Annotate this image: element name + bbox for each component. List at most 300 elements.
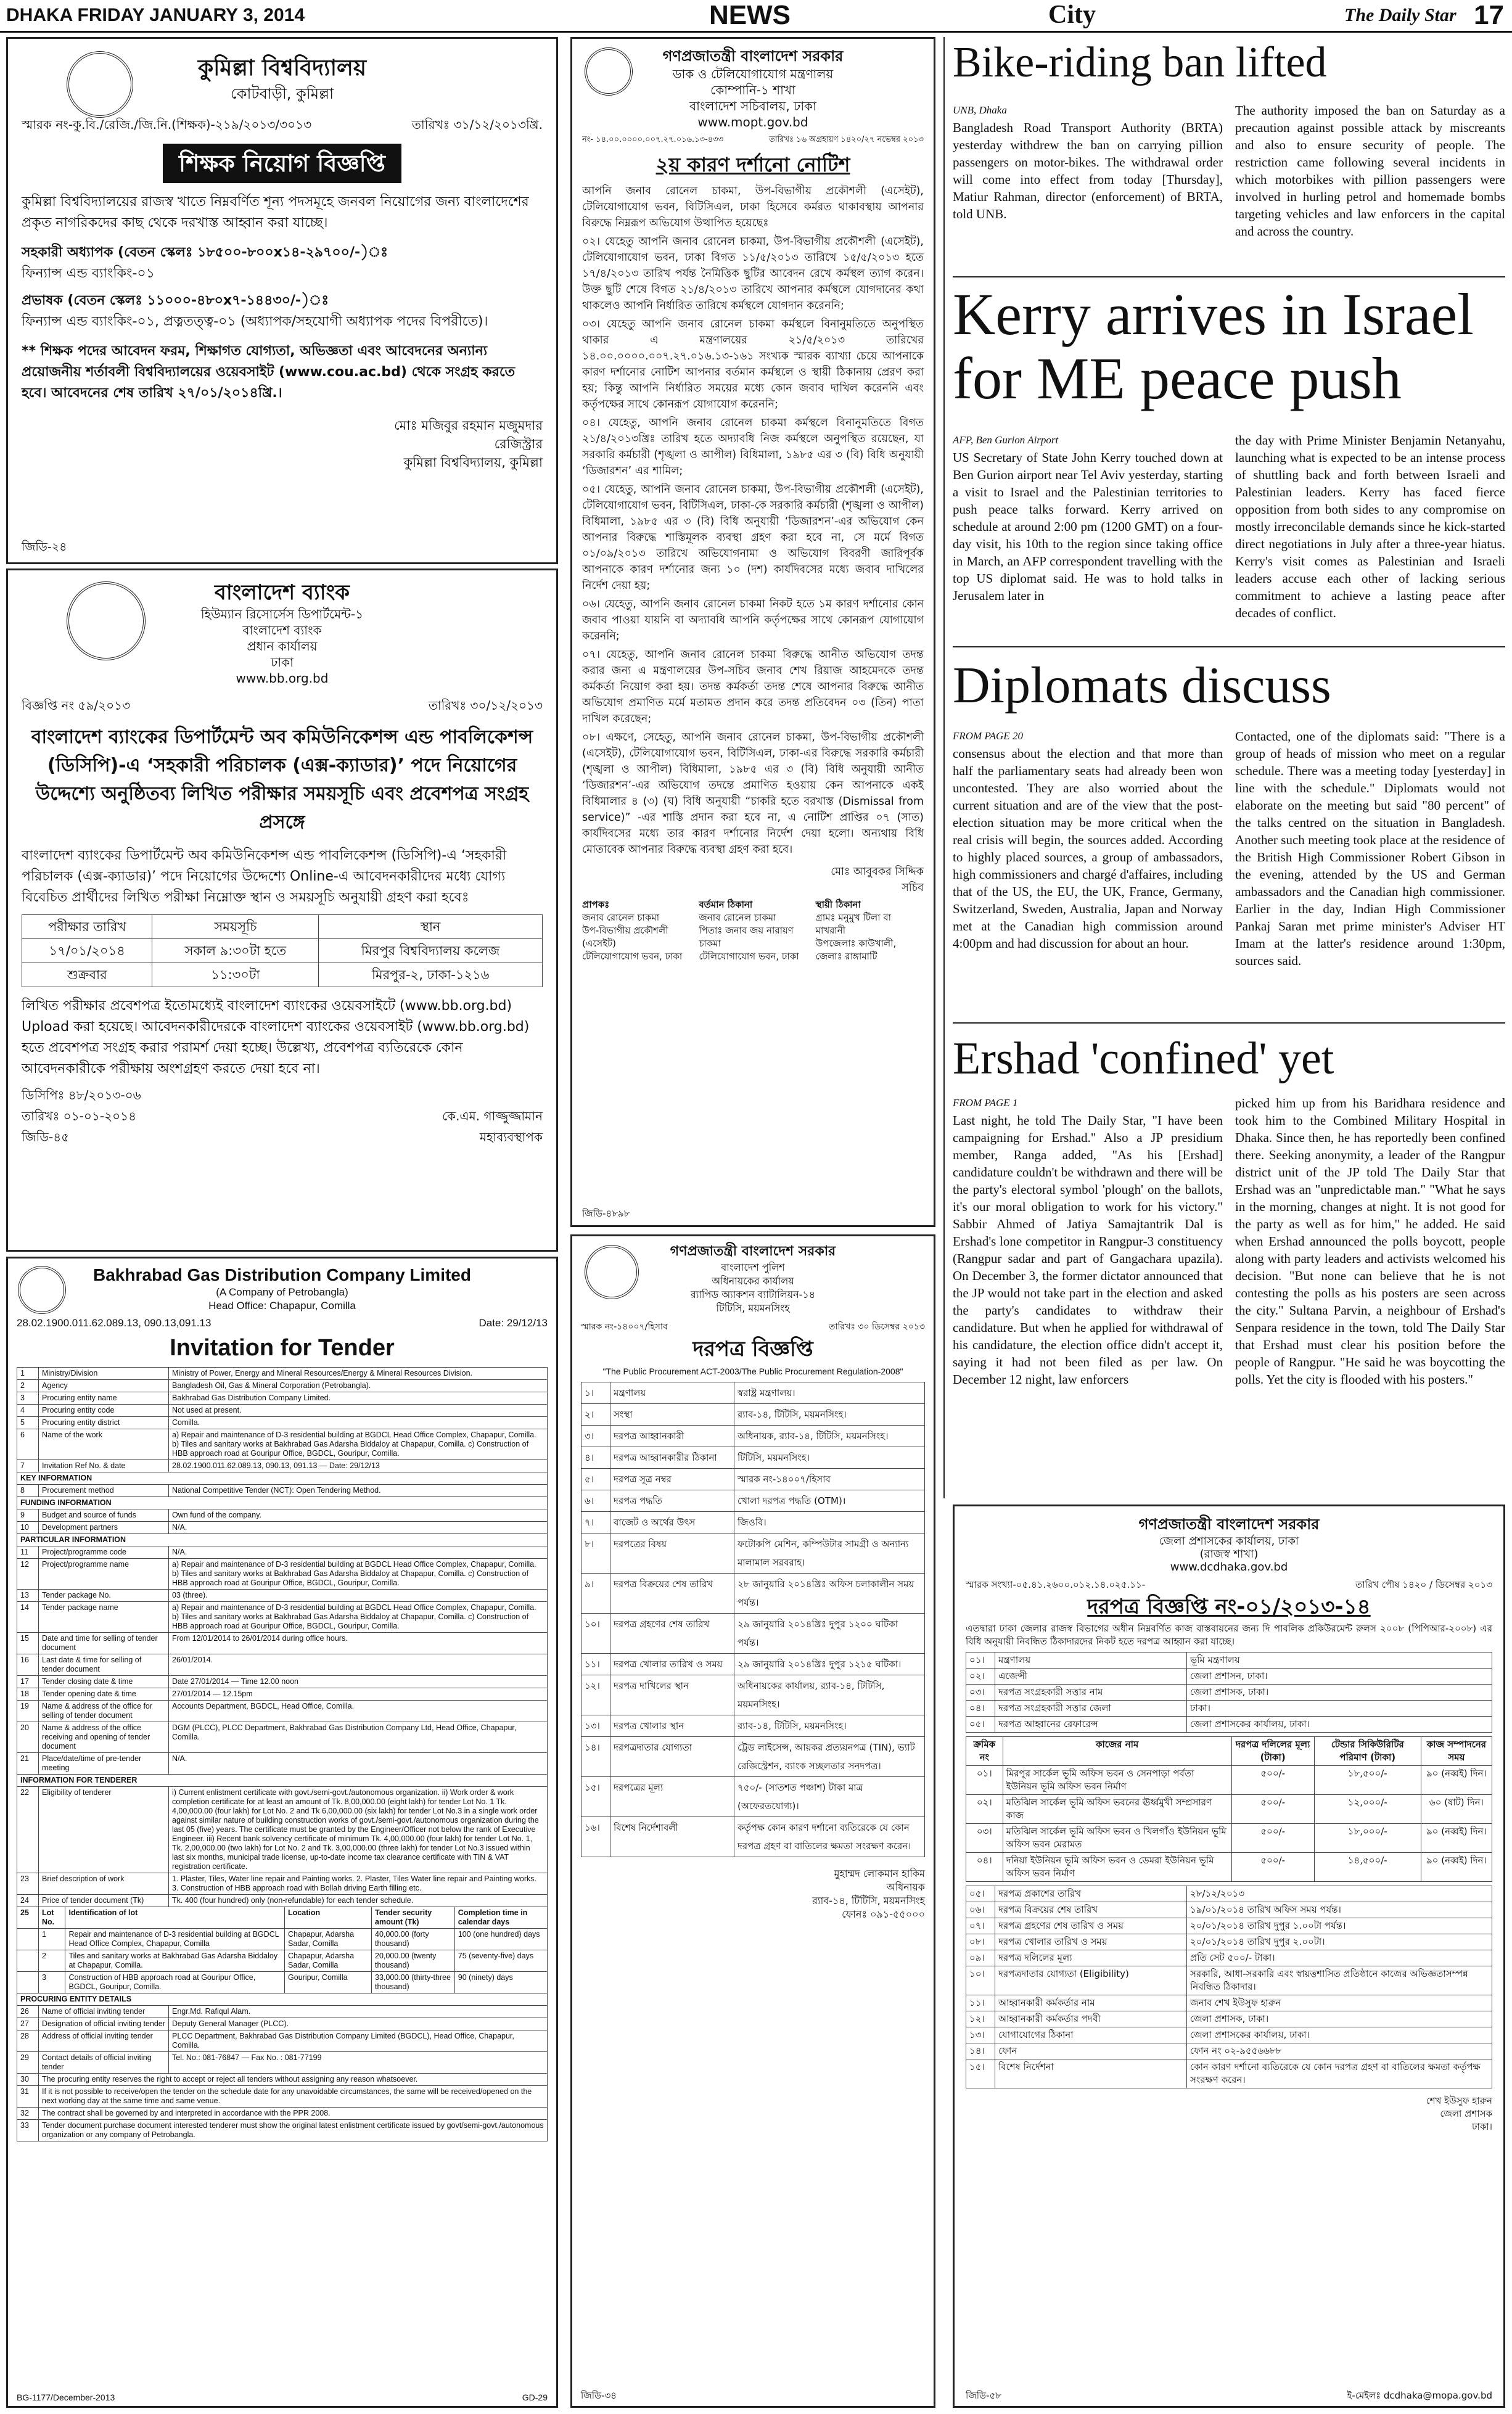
table-header: পরীক্ষার তারিখ [22,915,152,939]
table-header: টেন্ডার সিকিউরিটির পরিমাণ (টাকা) [1314,1737,1421,1766]
table-header: Lot No. [39,1907,65,1929]
table-cell: ১৮,০০০/- [1314,1824,1421,1853]
table-cell: ৬০ (ষাট) দিন। [1421,1795,1492,1824]
table-cell: Agency [39,1380,169,1392]
table-cell: 26 [17,2006,39,2018]
police-unit: র‍্যাপিড অ্যাকশন ব্যাটালিয়ন-১৪ [690,1289,816,1300]
table-row [17,1485,548,1497]
tender-ref: 28.02.1900.011.62.089.13, 090.13,091.13 [17,1317,212,1329]
table-cell: মন্ত্রণালয় [995,1652,1187,1669]
table-cell: Tender opening date & time [39,1688,169,1701]
table-cell: ০৫। [966,1717,995,1733]
table-row [17,1546,548,1559]
table-cell: ১৩। [581,1715,610,1737]
table-row [966,2011,1492,2027]
table-cell: 19 [17,1701,39,1722]
works-table [966,1736,1492,1882]
table-cell [17,1972,39,1993]
table-cell: ঢাকা। [1187,1701,1492,1717]
table-row [966,1652,1492,1669]
table-row [17,1701,548,1722]
notice-paragraph: ০৫। যেহেতু, আপনি জনাব রোনেল চাকমা, উপ-বিভাগীয় প্রকৌশলী (এসেইট), টেলিযোগাযোগ ভবন, বিটিসিএল, ঢাকা-কে সরকারি কর্মচারী (শৃঙ্খলা ও আপীল) বিধিমালা, ১৯৮৫ এর ৩ (বি) বিধি অনুযায়ী ‘ডিজারশন’-এর অভিযোগ কেন আপনার বিরুদ্ধে শাস্তিমূলক ব্যবস্থা গ্রহণ করা হবে না, সে মর্মে বিগত ০১/০৯/২০১৩ তারিখে অভিযোগনামা ও অভিযোগ বিবরণী জারিপূর্বক আপনাকে কারণ দর্শানোর জন্য ১০ (দশ) কার্যদিবসের মধ্যে জবাব দাখিলের নির্দেশ দেয়া হয়; [582,483,924,592]
section-label: NEWS [709,0,791,30]
story-ershad-col2: picked him up from his Baridhara residence and took him to the Combined Military Hospital in Dhaka. Since then, he has reportedly been confined there. Seeking anonymity, a leader of the Rangpur district unit of the JP told The Daily Star that Ershad was an "unpredictable man." "What he says in the morning, changes at night. It is not good for the party as well as for him," he added. He said when Ershad announced the polls boycott, people along with party leaders and activists welcomed his decision. "But none can believe that he is not contesting the polls as his posters are seen across the city." Sultana Parvin, a neighbour of Ershad's Senpara residence in the town, told The Daily Star that Ershad must clear his position before the people of Rangpur. "He said he was boycotting the polls. Yet the city is flooded with his posters." [1235,1096,1505,1387]
table-cell: ৯০ (নব্বই) দিন। [1421,1824,1492,1853]
table-cell: 20 [17,1722,39,1753]
table-cell: ১৮,৫০০/- [1314,1766,1421,1795]
table-row [966,1766,1492,1795]
gov-title: গণপ্রজাতন্ত্রী বাংলাদেশ সরকার [662,47,844,65]
table-cell: Date and time for selling of tender document [39,1633,169,1654]
post-line-3: প্রভাষক (বেতন স্কেলঃ ১১০০০-৪৮০x৭-১৪৪৩০/-)ঃ [22,293,329,308]
table-row [17,1429,548,1460]
table-cell: 24 [17,1895,39,1907]
table-row [17,1633,548,1654]
table-cell: ১২। [581,1675,610,1715]
police-org: বাংলাদেশ পুলিশ [721,1262,785,1273]
company-office: Head Office: Chapapur, Comilla [208,1300,356,1312]
table-cell: দরপত্র খোলার স্থান [610,1715,734,1737]
table-cell: 2 [39,1950,65,1972]
notice-paragraph: ০৩। যেহেতু আপনি জনাব রোনেল চাকমা কর্মস্থলে বিনানুমতিতে অনুপস্থিত থাকার এ মন্ত্রণালয়ের ২১/৫/২০১৩ তারিখের ১৪.০০.০০০০.০০৭.২৭.০১৬.১৩-১৬১ সংখ্যক স্মারক ব্যাখ্যা চেয়ে আপনাকে কারণ দর্শানোর নোটিশ আপনার বর্তমান কর্মস্থলে ও স্থায়ী ঠিকানায় প্রেরণ করা হয়; কিন্তু আপনি নির্ধারিত সময়ের মধ্যে কোন জবাব দাখিল করেননি এবং কর্তৃপক্ষের সাথে কোনরূপ যোগাযোগ করেননি; [582,318,924,411]
table-cell: Name of official inviting tender [39,2006,169,2018]
table-cell: Gouripur, Comilla [285,1972,372,1993]
table-cell: DGM (PLCC), PLCC Department, Bakhrabad Gas Distribution Company Ltd, Head Office, Chapapur, Comilla. [169,1722,548,1753]
bank-city: ঢাকা [271,655,294,670]
table-header-row [966,1737,1492,1766]
table-cell [17,1950,39,1972]
table-cell: ৮। [581,1533,610,1574]
table-cell: র‍্যাব-১৪, টিটিসি, ময়মনসিংহ। [734,1404,925,1426]
table-cell: From 12/01/2014 to 26/01/2014 during office hours. [169,1633,548,1654]
story-diplomats-byline: FROM PAGE 20 [953,730,1023,742]
table-cell: ২। [581,1404,610,1426]
company-name: Bakhrabad Gas Distribution Company Limited [93,1265,471,1284]
table-cell: 13 [17,1590,39,1602]
tender-date: Date: 29/12/13 [479,1317,548,1329]
table-cell: ১৪। [966,2043,995,2059]
table-cell: ০৭। [966,1918,995,1934]
table-cell: Brief description of work [39,1873,169,1895]
table-row [966,1717,1492,1733]
permanent-address-label: স্থায়ী ঠিকানা [815,899,861,910]
table-cell: দরপত্র সূত্র নম্বর [610,1469,734,1490]
table-cell: 27/01/2014 — 12.15pm [169,1688,548,1701]
table-header: Tender security amount (Tk) [372,1907,455,1929]
bank-office: প্রধান কার্যালয় [247,639,318,654]
table-row [17,1873,548,1895]
table-cell: a) Repair and maintenance of D-3 residential building at BGDCL Head Office Complex, Chapapur, Comilla. b) Tiles and sanitary works at Bakhrabad Gas Adarsha Biddaloy at Chapapur, Comilla. c) Construction of HBB approach road at Gouripur Office, BGDCL, Gouripur, Comilla. [169,1602,548,1633]
story-kerry-col2: the day with Prime Minister Benjamin Netanyahu, launching what is expected to be an intense process of shuttling back and forth between Israeli and Palestinian leaders. Kerry has faced fierce opposition from both sides to any compromise on mostly irreconcilable demands since he kick-started direct negotiations in July after a three-year hiatus. Kerry's visit comes as Palestinian and Israeli leaders accuse each other of lacking serious commitment to achieve a lasting peace after decades of conflict. [1235,433,1505,620]
table-cell: Place/date/time of pre-tender meeting [39,1753,169,1775]
table-cell: 11 [17,1546,39,1559]
table-cell: 3 [39,1972,65,1993]
ad-code: জিডি-৫৮ [966,2390,1001,2401]
table-row [966,1966,1492,1995]
university-seal-icon [67,51,133,118]
table-cell: প্রতি সেট ৫০০/- টাকা। [1187,1950,1492,1966]
table-cell: 28.02.1900.011.62.089.13, 090.13, 091.13 — Date: 29/12/13 [169,1460,548,1472]
table-row [17,1460,548,1472]
table-row [17,1950,548,1972]
table-row [581,1426,925,1447]
table-header: Location [285,1907,372,1929]
column-divider [943,37,945,1498]
table-cell: ১৫। [966,2059,995,2088]
dc-website: www.dcdhaka.gov.bd [1170,1561,1288,1574]
table-cell: ২০/০১/২০১৪ তারিখ দুপুর ২.০০টা। [1187,1934,1492,1950]
table-cell: দরপত্র গ্রহণের শেষ তারিখ [610,1614,734,1654]
section-heading: PARTICULAR INFORMATION [17,1534,548,1546]
table-row [581,1737,925,1777]
table-header: কাজের নাম [1003,1737,1231,1766]
signer-name: মুহাম্মদ লোকমান হাকিম [834,1868,925,1879]
table-row [966,1669,1492,1685]
story-bike-col2: The authority imposed the ban on Saturday as a precaution against possible attack by miscreants and also to ensure security of people. The restriction came following several incidents in which motorbikes with pillion passengers were involved in hurling petrol and homemade bombs targeting vehicles and law enforcers in the capital and across the country. [1235,103,1505,239]
ad-heading: দরপত্র বিজ্ঞপ্তি নং-০১/২০১৩-১৪ [1087,1595,1371,1619]
ad-heading: Invitation for Tender [170,1335,395,1361]
table-cell: দরপত্র বিক্রয়ের শেষ তারিখ [995,1902,1187,1918]
table-cell: দরপত্রের বিষয় [610,1533,734,1574]
gov-title: গণপ্রজাতন্ত্রী বাংলাদেশ সরকার [1138,1516,1320,1533]
table-cell: 6 [17,1429,39,1460]
table-row [966,1853,1492,1882]
table-cell: দরপত্রের মূল্য [610,1777,734,1817]
table-cell: দনিয়া ইউনিয়ন ভূমি অফিস ভবন ও ডেমরা ইউনিয়ন ভূমি অফিস ভবন নির্মাণ [1003,1853,1231,1882]
table-row [17,2074,548,2086]
table-row [581,1574,925,1614]
table-cell: ৫০০/- [1231,1766,1314,1795]
table-cell: Tender package No. [39,1590,169,1602]
table-cell: ২৯ জানুয়ারি ২০১৪খ্রিঃ দুপুর ১২১৫ ঘটিকা। [734,1654,925,1675]
table-cell: Comilla. [169,1417,548,1429]
table-row [17,1472,548,1485]
table-cell: ০২। [966,1795,1003,1824]
table-cell: 10 [17,1522,39,1534]
table-cell: বিশেষ নির্দেশনা [995,2059,1187,2088]
table-row [966,1902,1492,1918]
table-cell: a) Repair and maintenance of D-3 residential building at BGDCL Head Office Complex, Chapapur, Comilla. b) Tiles and sanitary works at Bakhrabad Gas Adarsha Biddaloy at Chapapur, Comilla. c) Construction of HBB approach road at Gouripur Office, BGDCL, Gouripur, Comilla. [169,1559,548,1590]
table-cell: দরপত্র আহ্বানের রেফারেন্স [995,1717,1187,1733]
story-divider [953,1022,1505,1024]
table-cell: ০৩। [966,1685,995,1701]
ad-title: বাংলাদেশ ব্যাংক [214,580,350,605]
table-row [581,1512,925,1533]
table-row [17,1654,548,1676]
ad-intro: এতদ্বারা ঢাকা জেলার রাজস্ব বিভাগের অধীন নিম্নবর্ণিত কাজ বাস্তবায়নের জন্য দি পাবলিক প্রকিউরমেন্ট রুলস ২০০৮ (পিপিআর-২০০৮) এর বিধি অনুযায়ী নিবন্ধিত ঠিকাদারদের নিকট হতে দরপত্র আহ্বান করা যাচ্ছে। [966,1623,1492,1647]
tender-details-table [966,1886,1492,2088]
table-cell: জেলা প্রশাসন, ঢাকা। [1187,1669,1492,1685]
government-seal-icon [585,47,633,96]
table-row [581,1382,925,1404]
table-cell: দরপত্র পদ্ধতি [610,1490,734,1512]
table-row [17,1602,548,1633]
table-cell: ৫০০/- [1231,1795,1314,1824]
story-bike-col1: Bangladesh Road Transport Authority (BRTA) yesterday withdrew the ban on carrying pillion passengers on motor-bikes. The withdrawal order will come into effect from today [Thursday], Matiur Rahman, director (enforcement) of BRTA, told UNB. [953,120,1223,221]
ad-bgdcl-tender [6,1257,558,2408]
police-emblem-icon [585,1245,639,1299]
table-cell: খোলা দরপত্র পদ্ধতি (OTM)। [734,1490,925,1512]
table-cell: ১৪,৫০০/- [1314,1853,1421,1882]
page-number: 17 [1474,0,1504,30]
table-cell: দরপত্র খোলার তারিখ ও সময় [995,1934,1187,1950]
table-cell: দরপত্র সংগ্রহকারী সত্তার জেলা [995,1701,1187,1717]
table-row [17,1929,548,1950]
table-cell: 21 [17,1753,39,1775]
table-cell: 12 [17,1559,39,1590]
table-cell: 27 [17,2018,39,2030]
table-cell: ১১। [581,1654,610,1675]
table-cell: 16 [17,1654,39,1676]
section-heading: PROCURING ENTITY DETAILS [17,1993,548,2006]
table-row [17,1534,548,1546]
table-cell: N/A. [169,1546,548,1559]
table-cell: কোন কারণ দর্শানো ব্যতিরেকে যে কোন দরপত্র গ্রহণ বা বাতিলের ক্ষমতা কর্তৃপক্ষ সংরক্ষণ করেন। [1187,2059,1492,2088]
table-cell: বিশেষ নির্দেশাবলী [610,1817,734,1857]
recipient-label: প্রাপকঃ [582,899,610,910]
table-cell: মতিঝিল সার্কেল ভূমি অফিস ভবনের ঊর্ধ্বমুখী সম্প্রসারণ কাজ [1003,1795,1231,1824]
story-divider [953,646,1505,647]
table-cell: ০৪। [966,1853,1003,1882]
table-cell: Procuring entity name [39,1392,169,1405]
signer-title: সচিব [902,882,924,894]
table-row [17,1380,548,1392]
ad-note: ** শিক্ষক পদের আবেদন ফরম, শিক্ষাগত যোগ্যতা, অভিজ্ঞতা এবং আবেদনের অন্যান্য প্রয়োজনীয় শর্তাবলী বিশ্ববিদ্যালয়ের ওয়েবসাইট (www.cou.ac.bd) থেকে সংগ্রহ করতে হবে। আবেদনের শেষ তারিখ ২৭/০১/২০১৪খ্রি.। [22,343,516,401]
table-cell: দরপত্র সংগ্রহকারী সত্তার নাম [995,1685,1187,1701]
table-cell: Eligibility of tenderer [39,1787,169,1873]
procurement-act-ref: "The Public Procurement ACT-2003/The Public Procurement Regulation-2008" [602,1366,903,1376]
table-cell: জনাব শেখ ইউসুফ হারুন [1187,1995,1492,2011]
table-cell: Project/programme code [39,1546,169,1559]
table-cell: সরকারি, আধা-সরকারি এবং স্বায়ত্তশাসিত প্রতিষ্ঠানে কাজের অভিজ্ঞতাসম্পন্ন নিবন্ধিত ঠিকাদার। [1187,1966,1492,1995]
bank-seal-icon [67,581,146,660]
procuring-entity-table [17,1993,548,2141]
signer-unit: র‍্যাব-১৪, টিটিসি, ময়মনসিংহ [812,1895,925,1907]
table-cell: দরপত্রদাতার যোগ্যতা (Eligibility) [995,1966,1187,1995]
table-cell: Construction of HBB approach road at Gouripur Office, BGDCL, Gouripur, Comilla. [65,1972,285,1993]
table-cell: 4 [17,1405,39,1417]
table-cell: ২৮/১২/২০১৩ [1187,1886,1492,1902]
ministry-address: বাংলাদেশ সচিবালয়, ঢাকা [689,99,816,113]
table-cell: ১৬। [581,1817,610,1857]
police-place: টিটিসি, ময়মনসিংহ [716,1302,790,1314]
table-cell: 2 [17,1380,39,1392]
table-cell: দরপত্র গ্রহণের শেষ তারিখ ও সময় [995,1918,1187,1934]
table-cell: মিরপুর-২, ঢাকা-১২১৬ [319,963,543,987]
table-cell: 100 (one hundred) days [454,1929,547,1950]
ad-subtitle: কোটবাড়ী, কুমিল্লা [230,85,334,102]
table-cell: ১৫। [581,1777,610,1817]
dc-office: জেলা প্রশাসকের কার্যালয়, ঢাকা [1159,1535,1299,1548]
ad-mopt-show-cause [570,37,935,1227]
table-row [581,1404,925,1426]
present-address-line: টেলিযোগাযোগ ভবন, ঢাকা [699,951,799,962]
brand-logo: The Daily Star [1344,5,1457,25]
gd-code: GD-29 [522,2392,548,2402]
recipient-line: উপ-বিভাগীয় প্রকৌশলী (এসেইট) [582,925,668,949]
story-kerry-byline: AFP, Ben Gurion Airport [953,434,1059,446]
table-cell: ৯। [581,1574,610,1614]
table-row [581,1614,925,1654]
table-cell: Ministry/Division [39,1368,169,1380]
table-row [17,1787,548,1873]
table-cell: 32 [17,2108,39,2120]
table-row [17,1522,548,1534]
table-cell: ০২। [966,1669,995,1685]
table-cell: 9 [17,1509,39,1522]
tender-info-table [966,1652,1492,1733]
story-bike-byline: UNB, Dhaka [953,104,1007,116]
table-cell: ০৯। [966,1950,995,1966]
table-header-row [17,1907,548,1929]
table-row [581,1715,925,1737]
table-row [966,1824,1492,1853]
ministry-name: ডাক ও টেলিযোগাযোগ মন্ত্রণালয় [672,67,834,81]
table-cell: Last date & time for selling of tender document [39,1654,169,1676]
notice-paragraph: ০৬। যেহেতু, আপনি জনাব রোনেল চাকমা নিকট হতে ১ম কারণ দর্শানোর কোন জবাব পাওয়া যায়নি বা অদ্যাবধি আপনি কর্তৃপক্ষের সাথে কোনরূপ যোগাযোগ করেননি; [582,598,924,643]
memo-date: তারিখঃ ১৬ অগ্রহায়ণ ১৪২০/২৭ নভেম্বর ২০১৩ [769,135,924,144]
ad-code: BG-1177/December-2013 [17,2392,115,2402]
table-cell: ২৯ জানুয়ারি ২০১৪খ্রিঃ দুপুর ১২০০ ঘটিকা পর্যন্ত। [734,1614,925,1654]
ad-footer: লিখিত পরীক্ষার প্রবেশপত্র ইতোমধ্যেই বাংলাদেশ ব্যাংকের ওয়েবসাইটে (www.bb.org.bd) Upload করা হয়েছে। আবেদনকারীদেরকে বাংলাদেশ ব্যাংকের ওয়েবসাইট (www.bb.org.bd) হতে প্রবেশপত্র সংগ্রহ করার পরামর্শ দেয়া হচ্ছে। উল্লেখ্য, প্রবেশপত্র ব্যতিরেকে কোন আবেদনকারীকে পরীক্ষায় অংশগ্রহণ করতে দেয়া হবে না। [22,998,530,1077]
recipient-line: টেলিযোগাযোগ ভবন, ঢাকা [582,951,683,962]
ref-date: তারিখঃ ০১-০১-২০১৪ [22,1109,137,1123]
table-cell: ০৫। [966,1886,995,1902]
signer-city: ঢাকা। [1471,2121,1492,2132]
table-cell: 03 (three). [169,1590,548,1602]
table-cell: দরপত্র প্রকাশের তারিখ [995,1886,1187,1902]
table-cell: Name & address of the office receiving and opening of tender document [39,1722,169,1753]
table-row [17,1405,548,1417]
table-cell: 20,000.00 (twenty thousand) [372,1950,455,1972]
masthead [0,0,1512,33]
story-ershad-col1: Last night, he told The Daily Star, "I have been campaigning for Ershad." Also a JP presidium member, Ranga added, "As his [Ershad] candidature couldn't be withdrawn and there will be the party's electoral symbol 'plough' on the ballots, it's our moral obligation to work for his victory." Sabbir Ahmed of Jatiya Samajtantrik Dal is Ershad's lone competitor in Rangpur-3 constituency (Rangpur sadar and part of Gangachara upazila). On December 3, the former dictator announced that the JP would not take part in the election and asked the party's candidates to withdraw their candidature. But when he applied for withdrawal of his candidature, the election office didn't accept it, saying it had not been filed as per law. On December 12 night, law enforcers [953,1113,1223,1387]
table-row [966,1701,1492,1717]
table-row [581,1654,925,1675]
table-cell: ৯০ (নব্বই) দিন। [1421,1853,1492,1882]
post-line-1: সহকারী অধ্যাপক (বেতন স্কেলঃ ১৮৫০০-৮০০x১৪-২৯৭০০/-)ঃ [22,245,388,260]
table-cell: Price of tender document (Tk) [39,1895,169,1907]
table-row [17,2006,548,2018]
table-row [966,1886,1492,1902]
table-cell: Procuring entity code [39,1405,169,1417]
table-cell: Contact details of official inviting tender [39,2052,169,2074]
table-cell: মন্ত্রণালয় [610,1382,734,1404]
table-row [17,1895,548,1907]
table-row [966,1685,1492,1701]
table-cell: 22 [17,1787,39,1873]
story-ershad-headline: Ershad 'confined' yet [953,1033,1334,1084]
table-cell: Procuring entity district [39,1417,169,1429]
table-header: স্থান [319,915,543,939]
table-cell: National Competitive Tender (NCT): Open Tendering Method. [169,1485,548,1497]
page-section-label: City [1048,1,1096,29]
story-ershad-byline: FROM PAGE 1 [953,1097,1018,1109]
table-row [17,1559,548,1590]
table-cell: ৬। [581,1490,610,1512]
exam-schedule-table [22,914,543,987]
table-row [17,2086,548,2108]
lot-table [17,1907,548,1993]
ad-heading: ২য় কারণ দর্শানো নোটিশ [655,153,850,176]
table-row [17,1392,548,1405]
table-row [17,2030,548,2052]
table-cell: Tel. No.: 081-76847 — Fax No. : 081-77199 [169,2052,548,2074]
table-cell: ফোন [995,2043,1187,2059]
table-cell: ১২,০০০/- [1314,1795,1421,1824]
table-cell: ২০/০১/২০১৪ তারিখ দুপুর ১.০০টা পর্যন্ত। [1187,1918,1492,1934]
table-cell: স্মারক নং-১৪০০৭/হিসাব [734,1469,925,1490]
table-cell: Own fund of the company. [169,1509,548,1522]
table-cell: ৩। [581,1426,610,1447]
table-cell: ৪। [581,1447,610,1469]
table-cell: ৭৫০/- (সাতশত পঞ্চাশ) টাকা মাত্র (অফেরতযোগ্য)। [734,1777,925,1817]
table-cell: 23 [17,1873,39,1895]
table-cell: মতিঝিল সার্কেল ভূমি অফিস ভবন ও খিলগাঁও ইউনিয়ন ভূমি অফিস ভবন মেরামত [1003,1824,1231,1853]
table-cell: Accounts Department, BGDCL, Head Office, Comilla. [169,1701,548,1722]
table-cell: সকাল ৯:৩০টা হতে [152,939,319,963]
table-cell: ট্রেড লাইসেন্স, আয়কর প্রত্যয়নপত্র (TIN), ভ্যাট রেজিস্ট্রেশন, ব্যাংক সচ্ছলতার সনদপত্র। [734,1737,925,1777]
table-cell: ০৪। [966,1701,995,1717]
table-cell: 29 [17,2052,39,2074]
dateline: DHAKA FRIDAY JANUARY 3, 2014 [6,5,305,25]
signer-name: মোঃ আবুবকর সিদ্দিক [831,866,924,878]
table-row [966,2059,1492,2088]
table-cell: If it is not possible to receive/open the tender on the schedule date for any unavoidable circumstances, the same will be received/opened on the next working day at the same time and same venue. [39,2086,548,2108]
table-cell: ০৮। [966,1934,995,1950]
table-cell: আহ্বানকারী কর্মকর্তার নাম [995,1995,1187,2011]
table-cell: Designation of official inviting tender [39,2018,169,2030]
table-cell: ফোন নং ০২-৯৫৫৬৬৮৮ [1187,2043,1492,2059]
table-cell: দরপত্র খোলার তারিখ ও সময় [610,1654,734,1675]
table-cell: অধিনায়ক, র‍্যাব-১৪, টিটিসি, ময়মনসিংহ। [734,1426,925,1447]
table-header: কাজ সম্পাদনের সময় [1421,1737,1492,1766]
table-cell: PLCC Department, Bakhrabad Gas Distribution Company Limited (BGDCL), Head Office, Chapapur, Comilla. [169,2030,548,2052]
table-row [581,1675,925,1715]
table-header: দরপত্র দলিলের মূল্য (টাকা) [1231,1737,1314,1766]
memo-date: তারিখ পৌষ ১৪২০ / ডিসেম্বর ২০১৩ [1355,1579,1492,1590]
table-cell: সংস্থা [610,1404,734,1426]
table-cell: 5 [17,1417,39,1429]
company-parent: (A Company of Petrobangla) [216,1286,348,1298]
table-row [966,1934,1492,1950]
table-cell: ১৪। [581,1737,610,1777]
ad-code: জিডি-৪৫ [22,1130,70,1144]
table-row [17,1497,548,1509]
ad-code: জিডি-৪৮৯৮ [582,1208,630,1219]
table-header: Identification of lot [65,1907,285,1929]
memo-number: স্মারক নং-১৪০০৭/হিসাব [581,1322,668,1332]
memo-number: স্মারক নং-কু.বি./রেজি./জি.নি.(শিক্ষক)-২১৯/২০১৩/৩০১৩ [22,117,312,132]
story-diplomats-headline: Diplomats discuss [953,657,1331,714]
table-cell: N/A. [169,1522,548,1534]
ad-intro: কুমিল্লা বিশ্ববিদ্যালয়ের রাজস্ব খাতে নিম্নবর্ণিত শূন্য পদসমূহে জনবল নিয়োগের জন্য বাংলাদেশের প্রকৃত নাগরিকদের কাছ থেকে দরখাস্ত আহ্বান করা যাচ্ছে। [22,194,529,231]
ad-heading: শিক্ষক নিয়োগ বিজ্ঞপ্তি [163,144,401,183]
table-cell: Chapapur, Adarsha Sadar, Comilla [285,1929,372,1950]
table-cell: Bakhrabad Gas Distribution Company Limited. [169,1392,548,1405]
table-cell: Date 27/01/2014 — Time 12.00 noon [169,1676,548,1688]
notice-paragraph: আপনি জনাব রোনেল চাকমা, উপ-বিভাগীয় প্রকৌশলী (এসেইট), টেলিযোগাযোগ ভবন, বিটিসিএল, ঢাকা হিসেবে কর্মরত থাকাবস্থায় আপনার বিরুদ্ধে নিম্নরূপ অভিযোগ উত্থাপিত হয়েছেঃ [582,185,924,229]
table-cell: শুক্রবার [22,963,152,987]
table-cell: বাজেট ও অর্থের উৎস [610,1512,734,1533]
signer-org: কুমিল্লা বিশ্ববিদ্যালয়, কুমিল্লা [403,455,543,470]
ministry-website: www.mopt.gov.bd [697,115,808,129]
table-cell: Repair and maintenance of D-3 residential building at BGDCL Head Office Complex, Chapapur, Comilla [65,1929,285,1950]
table-cell: দরপত্র আহ্বানকারীর ঠিকানা [610,1447,734,1469]
table-cell: জেলা প্রশাসকের কার্যালয়, ঢাকা। [1187,1717,1492,1733]
memo-date: তারিখঃ ৩০ ডিসেম্বর ২০১৩ [828,1322,925,1332]
table-cell: ১০। [581,1614,610,1654]
